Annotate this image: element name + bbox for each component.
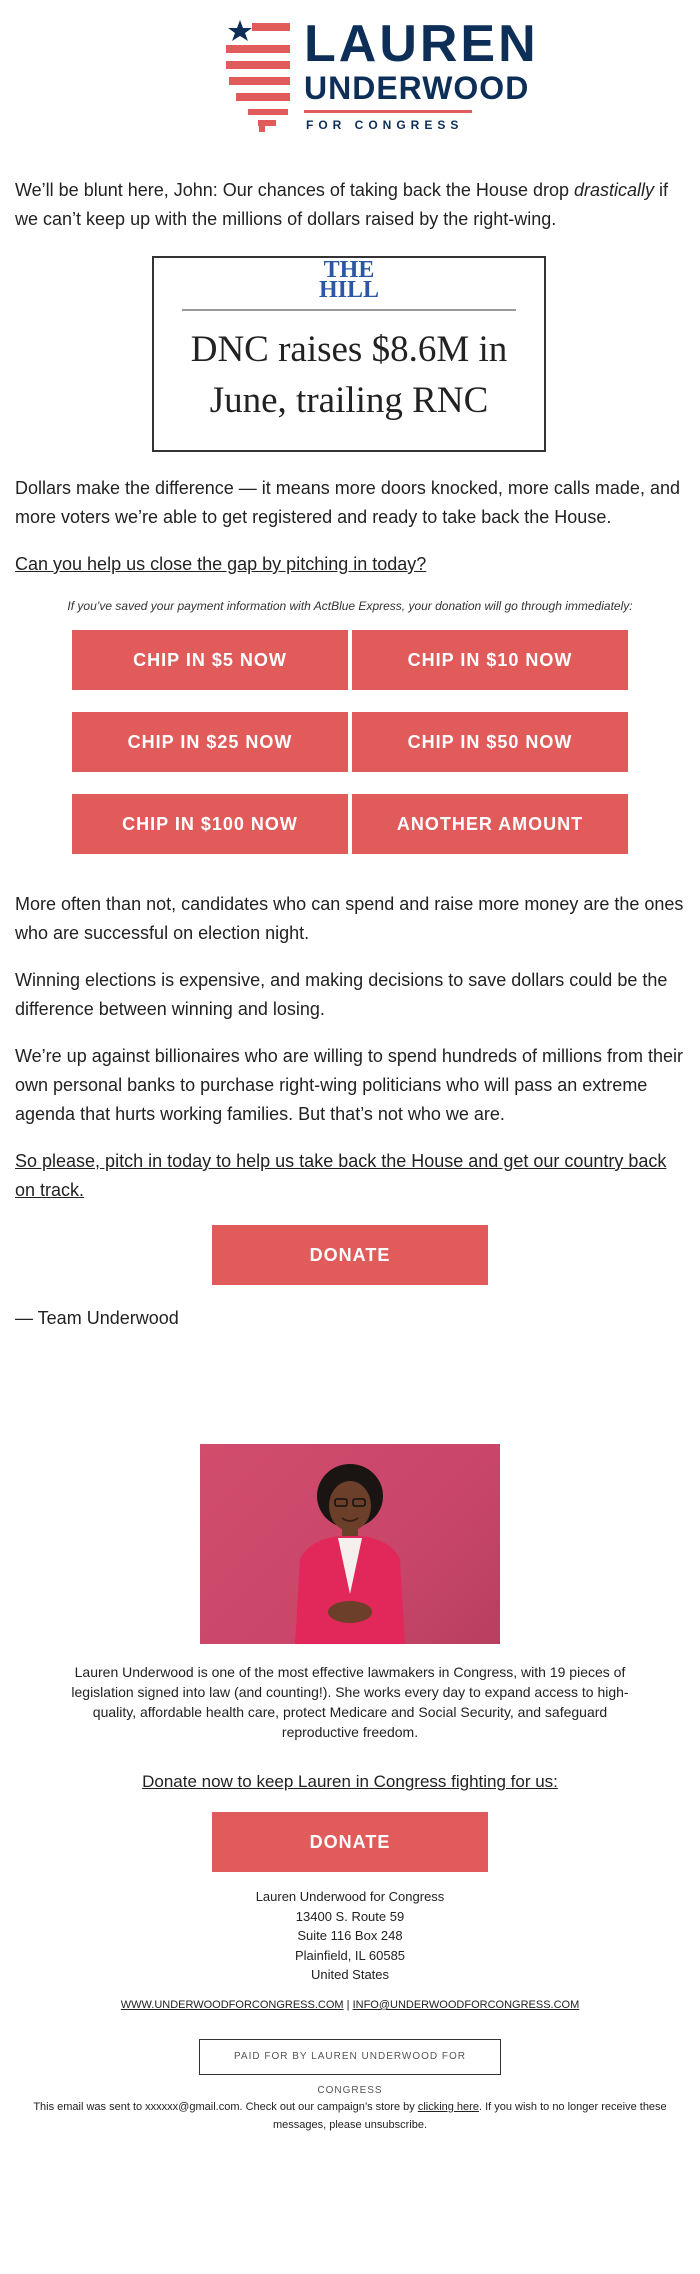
website-link[interactable]: WWW.UNDERWOODFORCONGRESS.COM [120, 1999, 344, 2011]
sent-text-before: This email was sent to xxxxxx@gmail.com. Check out our campaign’s store by [33, 2101, 418, 2113]
address-suite: Suite 116 Box 248 [297, 1928, 403, 1943]
money-paragraph: More often than not, candidates who can spend and raise more money are the ones who are successful on election night. [15, 894, 684, 943]
another-amount-button[interactable]: ANOTHER AMOUNT [352, 794, 628, 854]
logo-first-name: LAUREN [304, 15, 539, 73]
news-headline-line-1: DNC raises $8.6M in [190, 329, 508, 370]
news-divider [182, 309, 516, 311]
candidate-bio: Lauren Underwood is one of the most effective lawmakers in Congress, with 19 pieces of legislation signed into law (and counting!). She works every day to expand access to high-quality, affordable health care, protect Medicare and Social Security, and safeguard reproductive freedom. [71, 1664, 629, 1740]
chip-in-5-button[interactable]: CHIP IN $5 NOW [72, 630, 348, 690]
sent-text-after: . If you wish to no longer receive these messages, please unsubscribe. [272, 2101, 667, 2131]
cta-paragraph-2 [15, 1147, 685, 1205]
unsubscribe-notice [30, 2098, 670, 2134]
cta-paragraph-3 [60, 1770, 640, 1794]
donate-button-2[interactable]: DONATE [212, 1812, 488, 1872]
intro-text-before: We’ll be blunt here, John: Our chances of taking back the House drop [15, 180, 574, 200]
email-link[interactable]: INFO@UNDERWOODFORCONGRESS.COM [352, 1999, 580, 2011]
difference-paragraph: Dollars make the difference — it means more doors knocked, more calls made, and more voters we’re able to get registered and ready to take back the House. [15, 478, 680, 527]
actblue-note: If you’ve saved your payment information with ActBlue Express, your donation will go through immediately: [67, 599, 633, 613]
address-org: Lauren Underwood for Congress [255, 1889, 445, 1904]
footer-links [0, 1999, 700, 2011]
logo-divider [304, 110, 472, 113]
news-headline [154, 324, 544, 426]
chip-in-50-button[interactable]: CHIP IN $50 NOW [352, 712, 628, 772]
chip-in-25-button[interactable]: CHIP IN $25 NOW [72, 712, 348, 772]
cta-paragraph-1 [15, 550, 685, 579]
address-street: 13400 S. Route 59 [295, 1908, 405, 1924]
logo-tagline: FOR CONGRESS [306, 118, 464, 132]
campaign-logo[interactable] [0, 15, 700, 138]
address-country: United States [310, 1967, 390, 1982]
expensive-paragraph: Winning elections is expensive, and making decisions to save dollars could be the difference between winning and losing. [15, 970, 668, 1019]
pitch-in-link[interactable]: So please, pitch in today to help us take back the House and get our country back on track. [15, 1151, 667, 1200]
news-headline-graphic[interactable] [152, 256, 546, 452]
billionaires-paragraph: We’re up against billionaires who are willing to spend hundreds of millions from their own personal banks to purchase right-wing politicians who will pass an extreme agenda that hurts working families. But that’s not who we are. [15, 1046, 684, 1124]
news-brand-logo [154, 257, 544, 303]
news-brand-line-2: HILL [318, 277, 380, 303]
news-headline-line-2: June, trailing RNC [209, 380, 489, 421]
signoff: — Team Underwood [15, 1308, 179, 1328]
close-gap-link[interactable]: Can you help us close the gap by pitching in today? [15, 554, 427, 574]
logo-last-name: UNDERWOOD [304, 70, 530, 106]
intro-text-after: if we can’t keep up with the millions of dollars raised by the right-wing. [15, 180, 669, 229]
flag-state-icon [226, 18, 292, 138]
chip-in-100-button[interactable]: CHIP IN $100 NOW [72, 794, 348, 854]
news-brand-line-1: THE [323, 257, 375, 283]
paid-for-disclaimer: PAID FOR BY LAUREN UNDERWOOD FOR CONGRESS [199, 2039, 501, 2075]
candidate-portrait-illustration [200, 1444, 500, 1644]
chip-in-10-button[interactable]: CHIP IN $10 NOW [352, 630, 628, 690]
keep-lauren-link[interactable]: Donate now to keep Lauren in Congress fighting for us: [142, 1772, 558, 1791]
address-city: Plainfield, IL 60585 [294, 1947, 406, 1963]
candidate-photo [200, 1444, 500, 1644]
donate-button[interactable]: DONATE [212, 1225, 488, 1285]
intro-emphasis: drastically [574, 180, 655, 200]
intro-paragraph [15, 176, 685, 234]
mailing-address [0, 1887, 700, 1985]
footer-separator: | [346, 1999, 350, 2011]
store-link[interactable]: clicking here [417, 2101, 479, 2113]
